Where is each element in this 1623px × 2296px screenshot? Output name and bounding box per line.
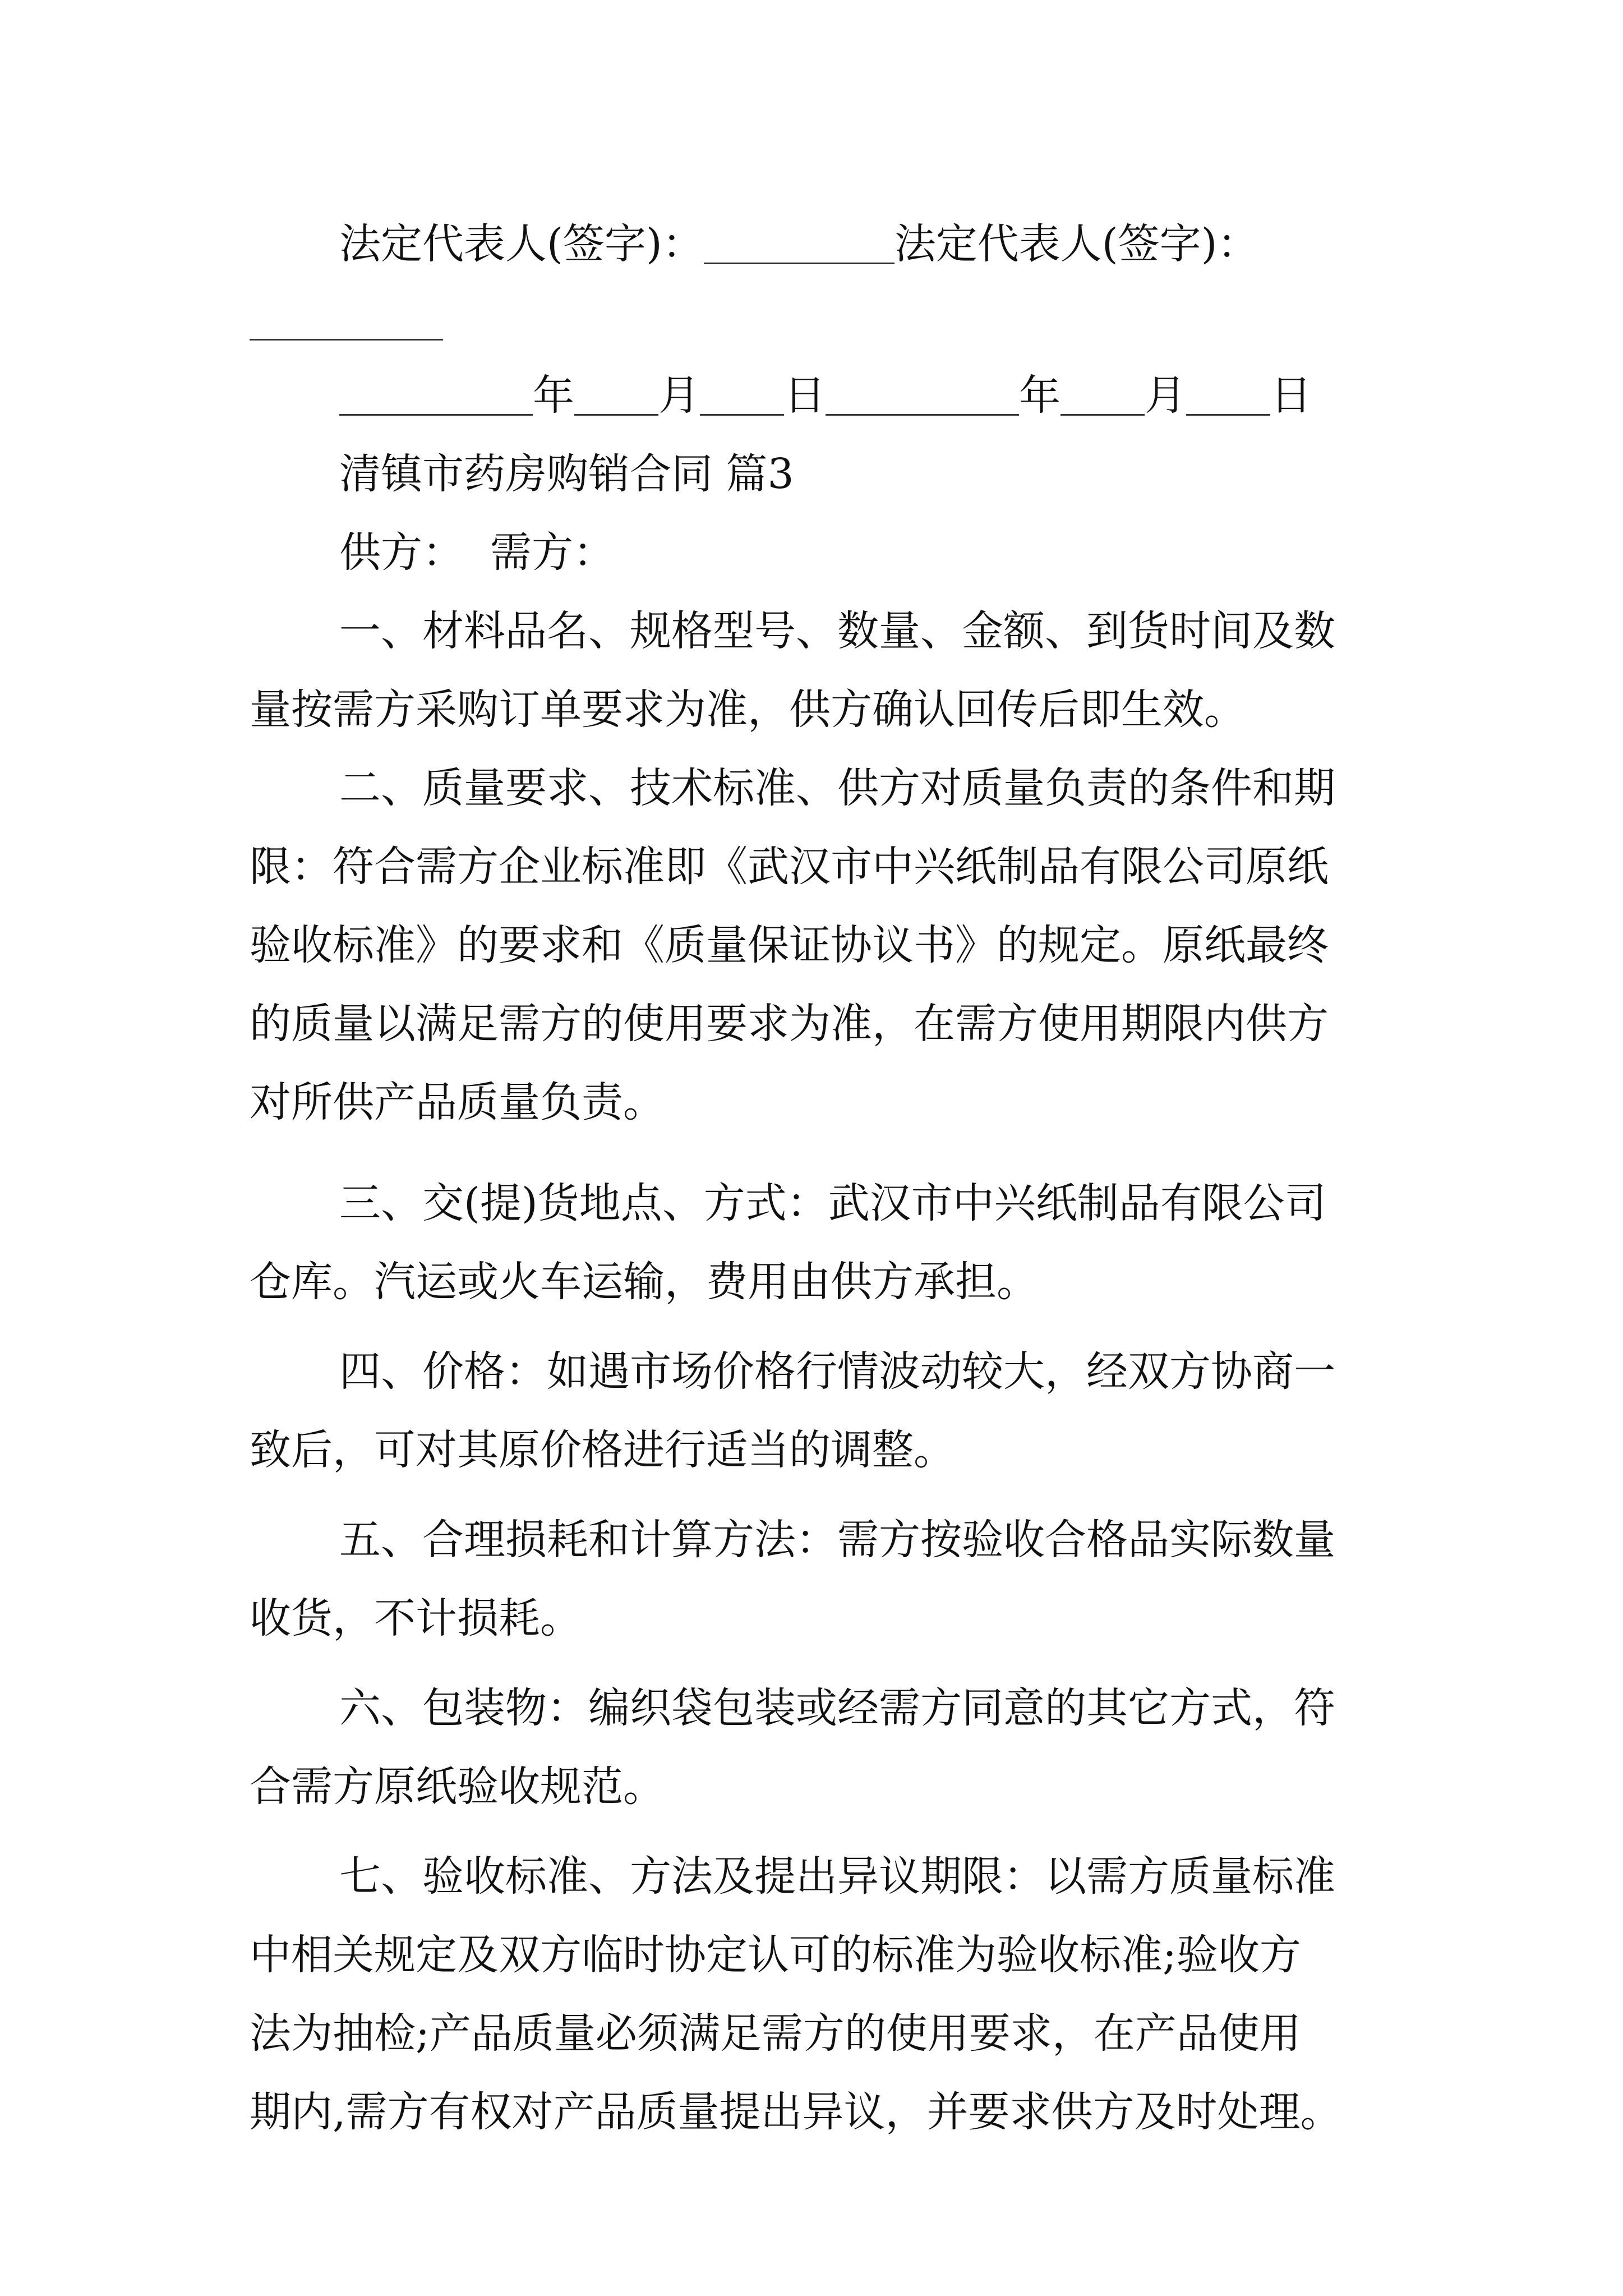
contract-heading: 清镇市药房购销合同 篇3 <box>339 450 794 498</box>
parties-line: 供方： 需方： <box>339 528 615 577</box>
day-blank-left[interactable] <box>700 375 784 416</box>
clause-line: 合需方原纸验收规范。 <box>250 1763 665 1811</box>
clause-line: 五、合理损耗和计算方法：需方按验收合格品实际数量 <box>339 1516 1335 1564</box>
year-blank-right[interactable] <box>826 375 1019 416</box>
clause-line: 七、验收标准、方法及提出异议期限：以需方质量标准 <box>339 1852 1335 1901</box>
year-blank-left[interactable] <box>339 375 533 416</box>
clause-line: 量按需方采购订单要求为准，供方确认回传后即生效。 <box>250 685 1246 734</box>
clause-line: 二、质量要求、技术标准、供方对质量负责的条件和期 <box>339 764 1335 812</box>
signature-blank-left[interactable] <box>704 223 895 264</box>
day-label-left: 日 <box>784 371 826 420</box>
clause-line: 收货，不计损耗。 <box>250 1594 582 1642</box>
day-label-right: 日 <box>1270 371 1312 420</box>
clause-line: 期内,需方有权对产品质量提出异议，并要求供方及时处理。 <box>250 2088 1342 2136</box>
signature-row <box>339 216 1405 272</box>
month-blank-left[interactable] <box>574 375 658 416</box>
month-label-right: 月 <box>1145 371 1186 420</box>
clause-line: 中相关规定及双方临时协定认可的标准为验收标准;验收方 <box>250 1931 1301 1979</box>
year-label-left: 年 <box>533 371 574 420</box>
month-label-left: 月 <box>658 371 700 420</box>
clause-line: 的质量以满足需方的使用要求为准，在需方使用期限内供方 <box>250 1000 1329 1048</box>
clause-line: 一、材料品名、规格型号、数量、金额、到货时间及数 <box>339 607 1335 655</box>
day-blank-right[interactable] <box>1186 375 1270 416</box>
clause-line: 四、价格：如遇市场价格行情波动较大，经双方协商一 <box>339 1347 1335 1396</box>
clause-line: 法为抽检;产品质量必须满足需方的使用要求，在产品使用 <box>250 2009 1301 2058</box>
clause-line: 对所供产品质量负责。 <box>250 1078 665 1126</box>
year-label-right: 年 <box>1019 371 1061 420</box>
date-row <box>339 367 1405 424</box>
clause-line: 六、包装物：编织袋包装或经需方同意的其它方式，符 <box>339 1684 1335 1732</box>
legal-rep-label-left: 法定代表人(签字)： <box>339 220 704 268</box>
clause-line: 三、交(提)货地点、方式：武汉市中兴纸制品有限公司 <box>339 1179 1326 1227</box>
legal-rep-label-right: 法定代表人(签字)： <box>894 220 1259 268</box>
clause-line: 仓库。汽运或火车运输，费用由供方承担。 <box>250 1258 1038 1306</box>
clause-line: 验收标准》的要求和《质量保证协议书》的规定。原纸最终 <box>250 921 1329 969</box>
month-blank-right[interactable] <box>1061 375 1145 416</box>
clause-line: 限：符合需方企业标准即《武汉市中兴纸制品有限公司原纸 <box>250 843 1329 891</box>
signature-blank-right[interactable] <box>250 339 443 341</box>
clause-line: 致后，可对其原价格进行适当的调整。 <box>250 1426 955 1474</box>
